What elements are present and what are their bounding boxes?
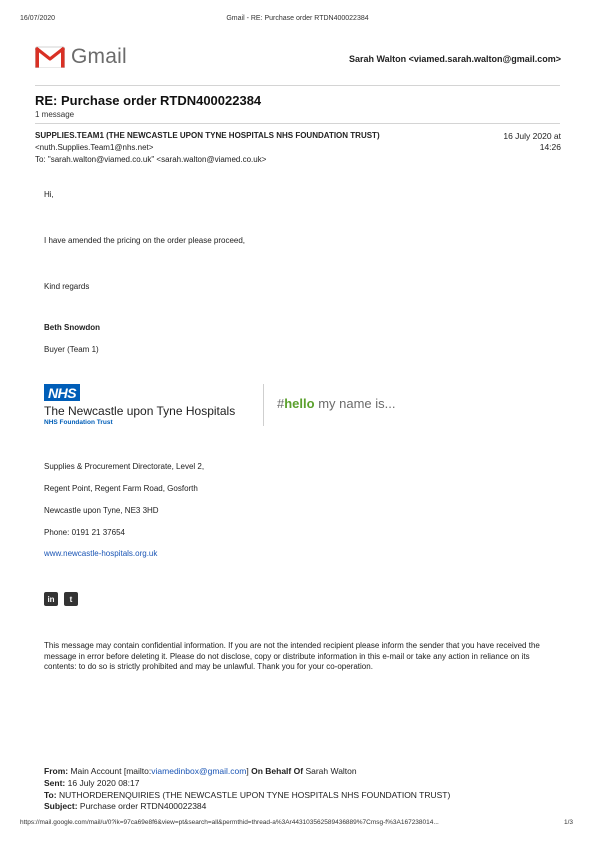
sender-email: <nuth.Supplies.Team1@nhs.net>	[35, 143, 154, 152]
header-divider	[35, 85, 560, 86]
signer-name: Beth Snowdon	[44, 323, 100, 332]
from-close: ]	[246, 766, 249, 776]
account-label: Sarah Walton <viamed.sarah.walton@gmail.com>	[348, 54, 561, 64]
trust-subtitle: NHS Foundation Trust	[44, 419, 113, 426]
phone-number: Phone: 0191 21 37654	[44, 528, 125, 537]
gmail-logo[interactable]	[35, 45, 127, 69]
print-date: 16/07/2020	[20, 15, 56, 22]
message-date-day: 16 July 2020 at	[503, 131, 561, 141]
twitter-icon[interactable]: t	[64, 592, 78, 606]
hello-word: hello	[284, 396, 315, 411]
address-line-2: Regent Point, Regent Farm Road, Gosforth	[44, 484, 198, 493]
on-behalf-value: Sarah Walton	[305, 766, 357, 776]
gmail-wordmark: Gmail	[71, 45, 127, 68]
message-body: I have amended the pricing on the order please proceed,	[44, 236, 246, 245]
forwarded-from	[44, 766, 357, 777]
address-line-1: Supplies & Procurement Directorate, Level 2,	[44, 462, 205, 471]
forwarded-subject	[44, 801, 206, 812]
subject-label: Subject:	[44, 801, 78, 811]
on-behalf-label: On Behalf Of	[251, 766, 304, 776]
signer-role: Buyer (Team 1)	[44, 345, 99, 354]
website-link[interactable]: www.newcastle-hospitals.org.uk	[44, 549, 158, 558]
subject-value: Purchase order RTDN400022384	[79, 801, 207, 811]
confidentiality-disclaimer: This message may contain confidential information. If you are not the intended recipient please inform the sender that you have received the message in error before deleting it. Please do not disclose, copy or distribute information in this e-mail or take any action in reliance on its contents: to do so is strictly prohibited and may be unlawful. Thank you for your co-operation.	[44, 641, 540, 671]
page-number: 1/3	[563, 819, 573, 826]
message-date-time: 14:26	[539, 142, 561, 152]
hello-hash: #	[277, 396, 285, 411]
thread-subject: RE: Purchase order RTDN400022384	[35, 93, 262, 108]
sent-value: 16 July 2020 08:17	[67, 778, 140, 788]
gmail-logo-icon	[35, 46, 65, 68]
address-line-3: Newcastle upon Tyne, NE3 3HD	[44, 506, 159, 515]
from-label: From:	[44, 766, 69, 776]
message-date	[503, 131, 561, 153]
recipient-line: To: "sarah.walton@viamed.co.uk" <sarah.walton@viamed.co.uk>	[35, 155, 267, 164]
forwarded-to	[44, 790, 450, 801]
print-title: Gmail - RE: Purchase order RTDN400022384	[226, 15, 369, 22]
signoff: Kind regards	[44, 282, 90, 291]
signature-divider	[263, 384, 264, 426]
nhs-logo	[44, 385, 80, 403]
to-label: To:	[44, 790, 57, 800]
sent-label: Sent:	[44, 778, 66, 788]
nhs-logo-mark: NHS	[44, 384, 80, 401]
from-email-link[interactable]: viamedinbox@gmail.com	[151, 766, 247, 776]
forwarded-sent	[44, 778, 139, 789]
from-value: Main Account [mailto:	[70, 766, 152, 776]
print-url: https://mail.google.com/mail/u/0?ik=97ca69e8f6&view=pt&search=all&permthid=thread-a%3Ar4431035625894368​89%7Cmsg-f%3A167238014...	[20, 819, 439, 826]
hello-my-name-is-logo	[277, 396, 396, 411]
hello-rest: my name is...	[318, 396, 396, 411]
to-value: NUTHORDERENQUIRIES (THE NEWCASTLE UPON TYNE HOSPITALS NHS FOUNDATION TRUST)	[58, 790, 451, 800]
linkedin-icon[interactable]: in	[44, 592, 58, 606]
thread-divider	[35, 123, 560, 124]
greeting: Hi,	[44, 190, 54, 199]
message-count: 1 message	[35, 110, 75, 119]
trust-name: The Newcastle upon Tyne Hospitals	[44, 404, 236, 418]
sender-name: SUPPLIES.TEAM1 (THE NEWCASTLE UPON TYNE HOSPITALS NHS FOUNDATION TRUST)	[35, 131, 380, 140]
